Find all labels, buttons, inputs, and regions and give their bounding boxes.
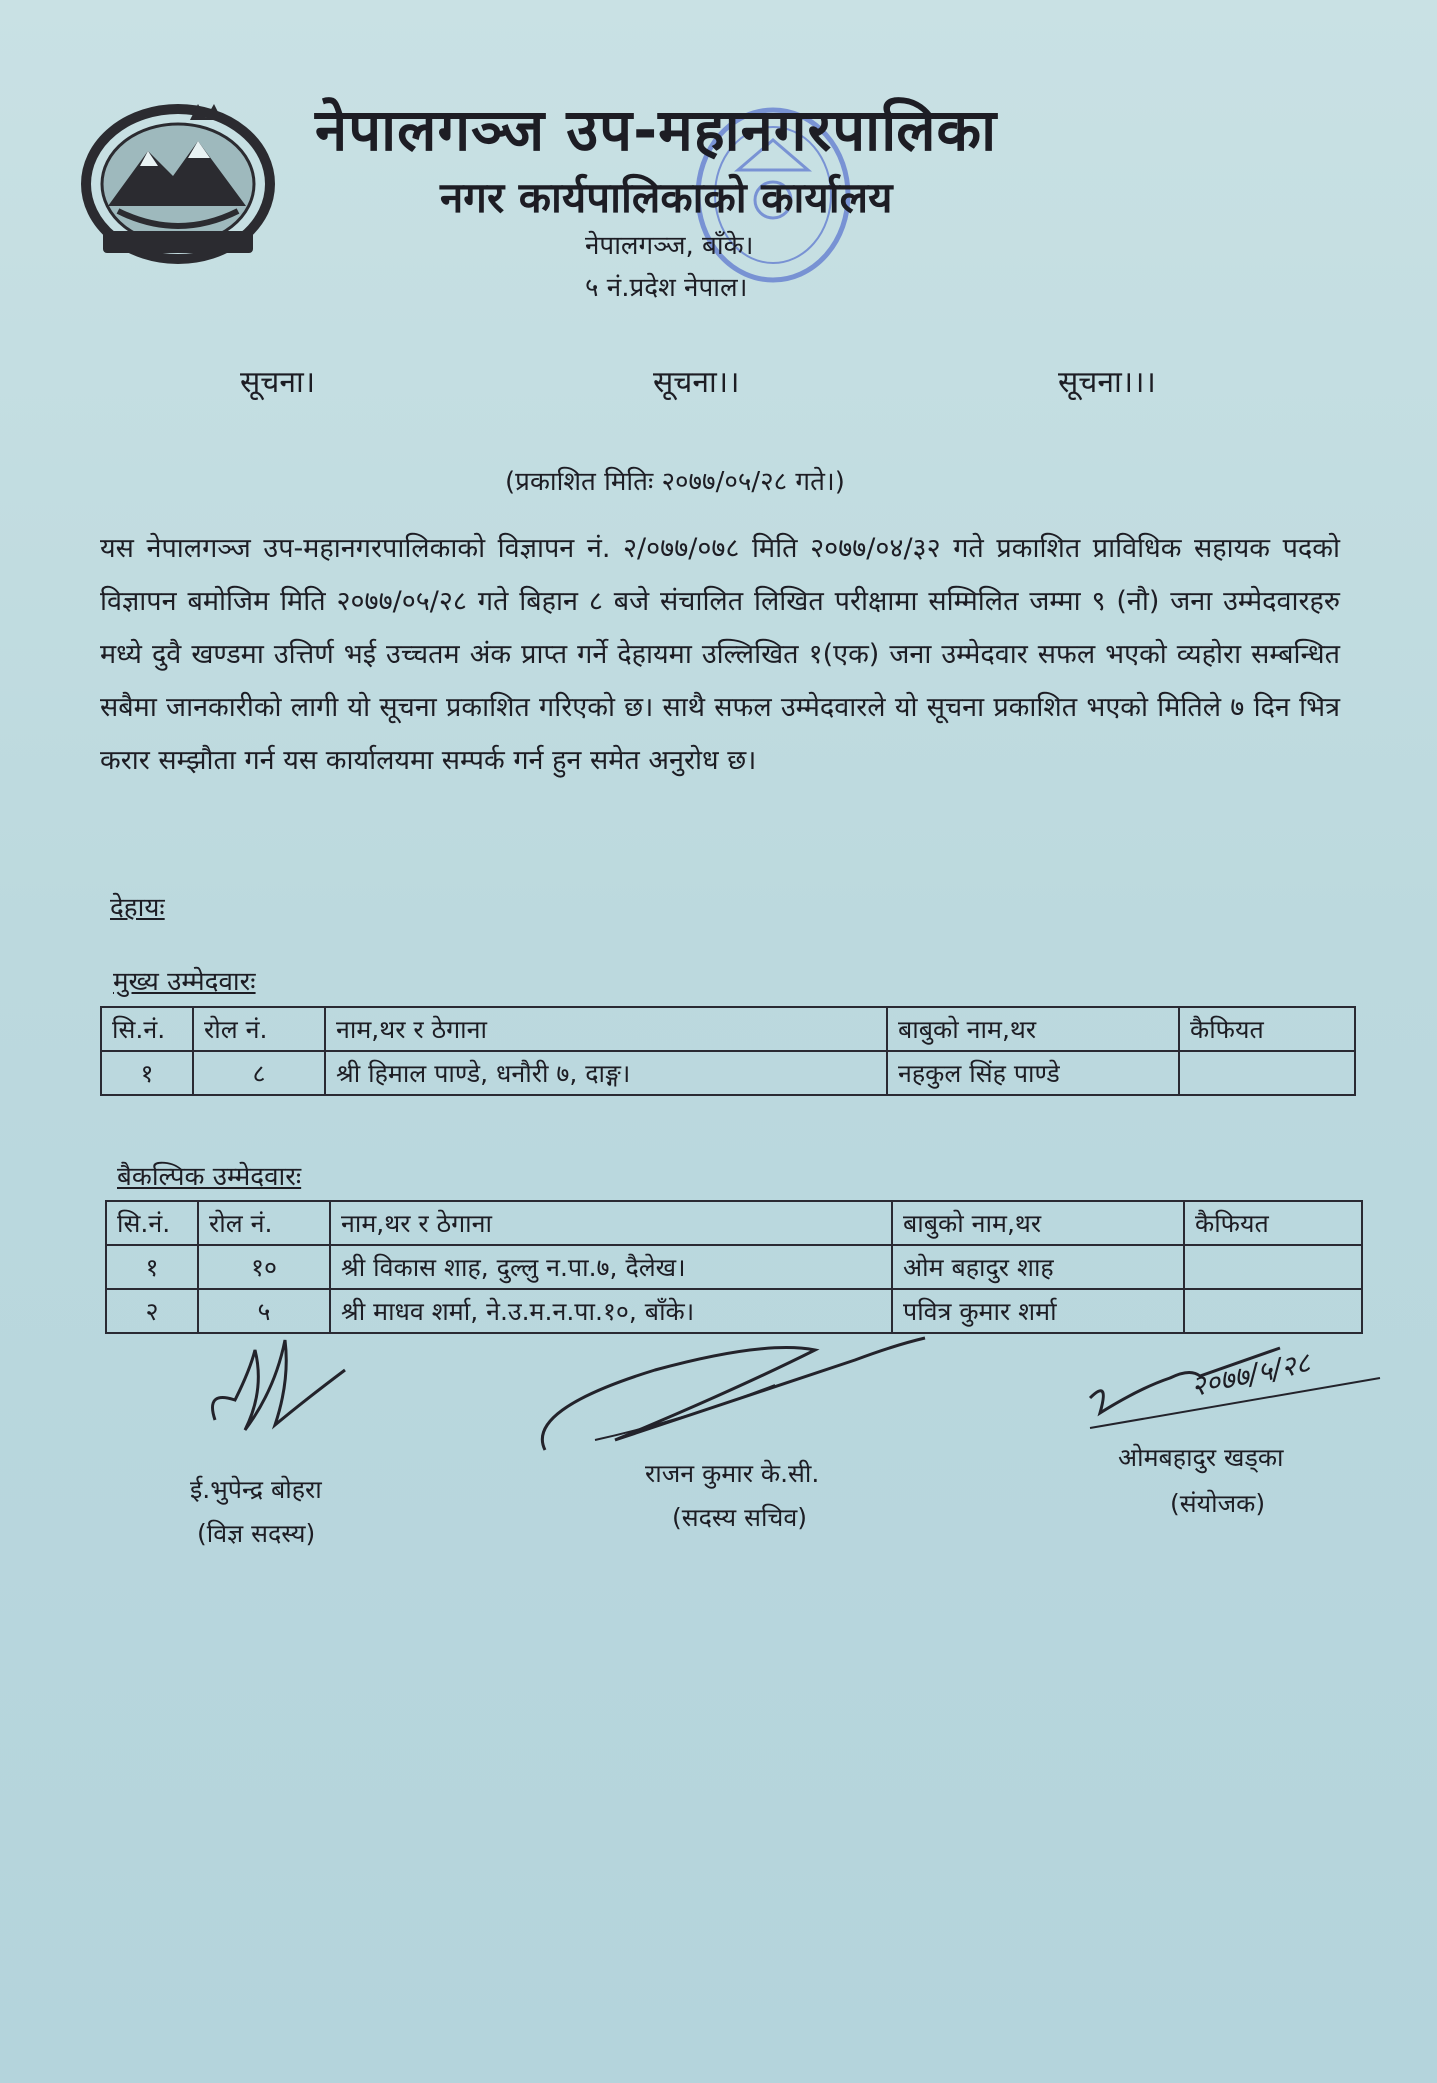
- cell-serial: २: [106, 1289, 198, 1333]
- col-serial: सि.नं.: [101, 1007, 193, 1051]
- notice-heading-3: सूचना।।।: [1058, 365, 1156, 400]
- cell-roll: ८: [193, 1051, 325, 1095]
- address-line-2: ५ नं.प्रदेश नेपाल।: [585, 273, 748, 303]
- cell-father-name: नहकुल सिंह पाण्डे: [887, 1051, 1179, 1095]
- signature-1-icon: [195, 1330, 355, 1450]
- notice-heading-2: सूचना।।: [653, 365, 740, 400]
- col-serial: सि.नं.: [106, 1201, 198, 1245]
- cell-roll: ५: [198, 1289, 330, 1333]
- col-name-address: नाम,थर र ठेगाना: [325, 1007, 887, 1051]
- main-candidates-label: मुख्य उम्मेदवारः: [113, 967, 256, 997]
- cell-name-address: श्री हिमाल पाण्डे, धनौरी ७, दाङ्ग।: [325, 1051, 887, 1095]
- cell-serial: १: [101, 1051, 193, 1095]
- handwritten-date: २०७७/५/२८: [1187, 1345, 1314, 1404]
- table-header-row: [106, 1201, 1362, 1245]
- cell-father-name: ओम बहादुर शाह: [892, 1245, 1184, 1289]
- cell-name-address: श्री विकास शाह, दुल्लु न.पा.७, दैलेख।: [330, 1245, 892, 1289]
- col-father-name: बाबुको नाम,थर: [887, 1007, 1179, 1051]
- cell-roll: १०: [198, 1245, 330, 1289]
- signatory-2-role: (सदस्य सचिव): [672, 1503, 808, 1532]
- notice-heading-1: सूचना।: [240, 365, 316, 400]
- table-row: [101, 1051, 1355, 1095]
- cell-name-address: श्री माधव शर्मा, ने.उ.म.न.पा.१०, बाँके।: [330, 1289, 892, 1333]
- signatory-3-role: (संयोजक): [1170, 1489, 1266, 1518]
- table-header-row: [101, 1007, 1355, 1051]
- signatory-3-name: ओमबहादुर खड्का: [1118, 1443, 1284, 1472]
- signatory-1-role: (विज्ञ सदस्य): [197, 1519, 316, 1548]
- col-roll: रोल नं.: [198, 1201, 330, 1245]
- organization-name: नेपालगञ्ज उप-महानगरपालिका: [315, 96, 998, 164]
- dehaya-label: देहायः: [110, 893, 165, 923]
- col-father-name: बाबुको नाम,थर: [892, 1201, 1184, 1245]
- col-roll: रोल नं.: [193, 1007, 325, 1051]
- signatory-1-name: ई.भुपेन्द्र बोहरा: [190, 1475, 322, 1504]
- office-name: नगर कार्यपालिकाको कार्यालय: [440, 173, 893, 222]
- signatory-2-name: राजन कुमार के.सी.: [645, 1459, 820, 1488]
- col-remarks: कैफियत: [1184, 1201, 1362, 1245]
- table-row: [106, 1245, 1362, 1289]
- col-remarks: कैफियत: [1179, 1007, 1355, 1051]
- address-line-1: नेपालगञ्ज, बाँके।: [585, 231, 754, 261]
- cell-serial: १: [106, 1245, 198, 1289]
- alternate-candidates-label: बैकल्पिक उम्मेदवारः: [117, 1162, 302, 1192]
- nepal-government-emblem-icon: [78, 96, 278, 266]
- alternate-candidates-table: [105, 1200, 1363, 1334]
- col-name-address: नाम,थर र ठेगाना: [330, 1201, 892, 1245]
- cell-remarks: [1179, 1051, 1355, 1095]
- signature-2-icon: [535, 1330, 935, 1470]
- published-date: (प्रकाशित मितिः २०७७/०५/२८ गते।): [505, 467, 845, 497]
- notice-body: यस नेपालगञ्ज उप-महानगरपालिकाको विज्ञापन नं. २/०७७/०७८ मिति २०७७/०४/३२ गते प्रकाशित प्राविधिक सहायक पदको विज्ञापन बमोजिम मिति २०७७/०५/२८ गते बिहान ८ बजे संचालित लिखित परीक्षामा सम्मिलित जम्मा ९ (नौ) जना उम्मेदवारहरु मध्ये दुवै खण्डमा उत्तिर्ण भई उच्चतम अंक प्राप्त गर्ने देहायमा उल्लिखित १(एक) जना उम्मेदवार सफल भएको व्यहोरा सम्बन्धित सबैमा जानकारीको लागी यो सूचना प्रकाशित गरिएको छ। साथै सफल उम्मेदवारले यो सूचना प्रकाशित भएको मितिले ७ दिन भित्र करार सम्झौता गर्न यस कार्यालयमा सम्पर्क गर्न हुन समेत अनुरोध छ।: [100, 533, 1340, 776]
- cell-father-name: पवित्र कुमार शर्मा: [892, 1289, 1184, 1333]
- main-candidates-table: [100, 1006, 1356, 1096]
- cell-remarks: [1184, 1245, 1362, 1289]
